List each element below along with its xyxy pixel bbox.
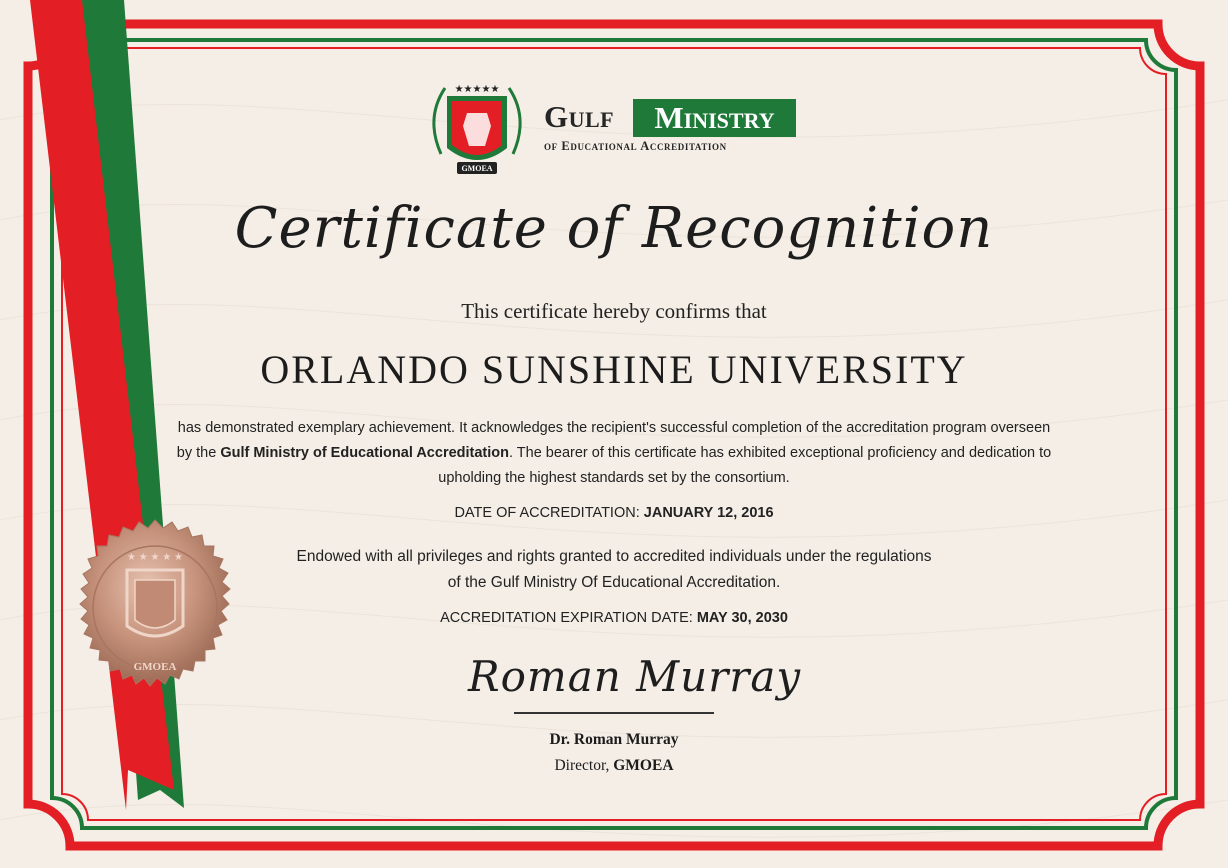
certificate-title: Certificate of Recognition bbox=[234, 196, 994, 261]
signer-title-prefix: Director, bbox=[554, 757, 614, 774]
body-paragraph bbox=[170, 416, 1058, 491]
recipient-name: ORLANDO SUNSHINE UNIVERSITY bbox=[260, 347, 968, 392]
logo-subtitle: of Educational Accreditation bbox=[544, 139, 727, 153]
expiration-date-value: MAY 30, 2030 bbox=[696, 610, 788, 626]
signature-line bbox=[514, 712, 714, 714]
body-text-bold: Gulf Ministry of Educational Accreditation bbox=[220, 445, 509, 461]
body-text-part2: . The bearer of this certificate has exhibited exceptional proficiency and dedication to upholding the highest standards set by the consortium. bbox=[438, 445, 1052, 486]
svg-text:★ ★ ★ ★ ★: ★ ★ ★ ★ ★ bbox=[127, 552, 183, 563]
signer-title bbox=[0, 757, 1228, 775]
logo-word-gulf: Gulf bbox=[544, 99, 615, 134]
logo-emblem bbox=[434, 84, 520, 174]
expiration-date-line bbox=[0, 610, 1228, 626]
emblem-text: GMOEA bbox=[461, 164, 493, 173]
signature-script: Roman Murray bbox=[468, 652, 802, 701]
accreditation-date-line bbox=[0, 505, 1228, 521]
accreditation-date-value: JANUARY 12, 2016 bbox=[643, 505, 774, 521]
endowed-text bbox=[0, 544, 1228, 596]
logo-word-ministry: Ministry bbox=[633, 99, 796, 137]
signer-name: Dr. Roman Murray bbox=[549, 731, 679, 748]
svg-text:★★★★★: ★★★★★ bbox=[454, 84, 500, 95]
endowed-line-1: Endowed with all privileges and rights granted to accredited individuals under the regulations bbox=[296, 548, 932, 565]
signer-title-org: GMOEA bbox=[613, 757, 674, 774]
endowed-line-2: of the Gulf Ministry Of Educational Accreditation. bbox=[447, 574, 781, 591]
seal-text: GMOEA bbox=[133, 661, 177, 673]
body-text-part1: has demonstrated exemplary achievement. It acknowledges the recipient's successful completion of the accreditation program overseen by the bbox=[176, 420, 1051, 461]
confirm-line: This certificate hereby confirms that bbox=[461, 299, 767, 323]
expiration-date-label: ACCREDITATION EXPIRATION DATE: bbox=[440, 610, 697, 626]
accreditation-date-label: DATE OF ACCREDITATION: bbox=[454, 505, 644, 521]
